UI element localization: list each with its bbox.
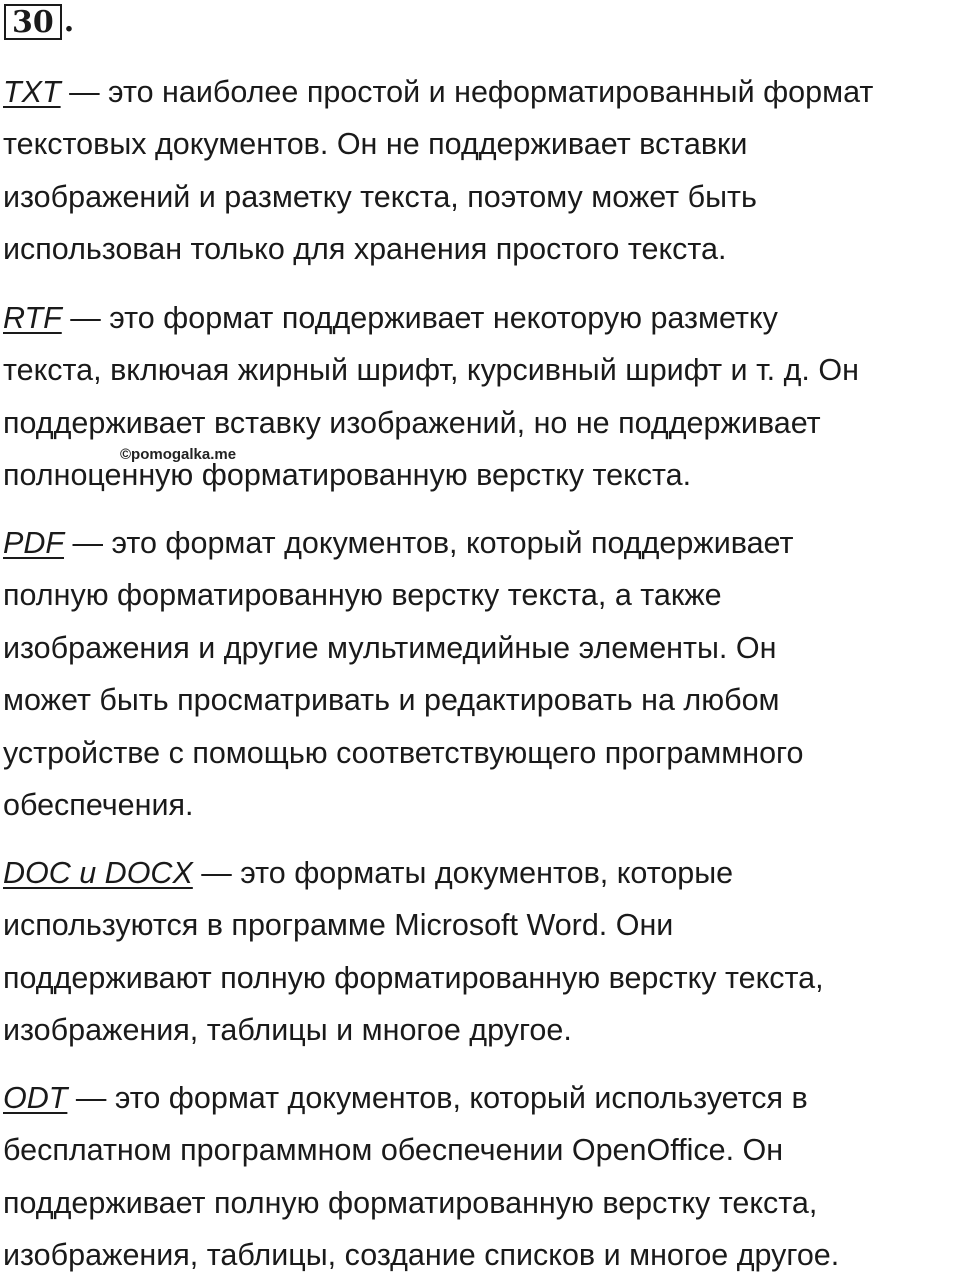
paragraph-line: бесплатном программном обеспечении OpenOffice. Он: [3, 1133, 784, 1168]
paragraph-line: текстовых документов. Он не поддерживает вставки: [3, 127, 748, 162]
task-number-box: 30: [4, 4, 62, 40]
term-doc-docx: DOC и DOCX: [3, 856, 193, 890]
paragraph-line: поддерживают полную форматированную верстку текста,: [3, 960, 824, 995]
task-number: [4, 4, 74, 40]
task-number-dot: .: [63, 4, 75, 39]
paragraph-line: использован только для хранения простого текста.: [3, 232, 727, 267]
paragraph-line: изображений и разметку текста, поэтому может быть: [3, 179, 757, 214]
paragraph-line: обеспечения.: [3, 787, 194, 822]
watermark-text: ©pomogalka.me: [120, 446, 237, 463]
term-txt: TXT: [3, 75, 61, 109]
paragraph-line: может быть просматривать и редактировать на любом: [3, 683, 780, 718]
paragraph-line: поддерживает вставку изображений, но не поддерживает: [3, 405, 821, 440]
term-pdf: PDF: [3, 526, 64, 560]
term-rtf: RTF: [3, 301, 62, 335]
paragraph-line: поддерживает полную форматированную верстку текста,: [3, 1185, 818, 1220]
term-odt: ODT: [3, 1081, 68, 1115]
paragraph-line: изображения и другие мультимедийные элементы. Он: [3, 630, 777, 665]
paragraph-line: используются в программе Microsoft Word. Они: [3, 908, 674, 943]
line-text: — это формат документов, который используется в: [67, 1081, 808, 1115]
line-text: — это наиболее простой и неформатированный формат: [60, 75, 874, 109]
paragraph-line: полноценную форматированную верстку текста.: [3, 458, 692, 493]
paragraph-line: текста, включая жирный шрифт, курсивный шрифт и т. д. Он: [3, 353, 859, 388]
paragraph-pdf: [3, 517, 957, 831]
paragraph-line: [3, 847, 957, 899]
paragraph-odt: [3, 1072, 957, 1282]
paragraph-line: изображения, таблицы, создание списков и многое другое.: [3, 1238, 840, 1273]
paragraph-line: [3, 517, 957, 569]
line-text: — это формат поддерживает некоторую разметку: [61, 301, 778, 335]
paragraph-txt: [3, 66, 957, 276]
paragraph-line: изображения, таблицы и многое другое.: [3, 1013, 572, 1048]
paragraph-line: устройстве с помощью соответствующего программного: [3, 735, 804, 770]
line-text: — это формат документов, который поддерживает: [64, 526, 794, 560]
paragraph-line: полную форматированную верстку текста, а также: [3, 578, 722, 613]
paragraph-rtf: [3, 292, 957, 502]
line-text: — это форматы документов, которые: [192, 856, 734, 890]
paragraph-line: [3, 1072, 957, 1124]
paragraph-line: [3, 66, 957, 118]
paragraph-doc-docx: [3, 847, 957, 1057]
paragraph-line: [3, 292, 957, 344]
